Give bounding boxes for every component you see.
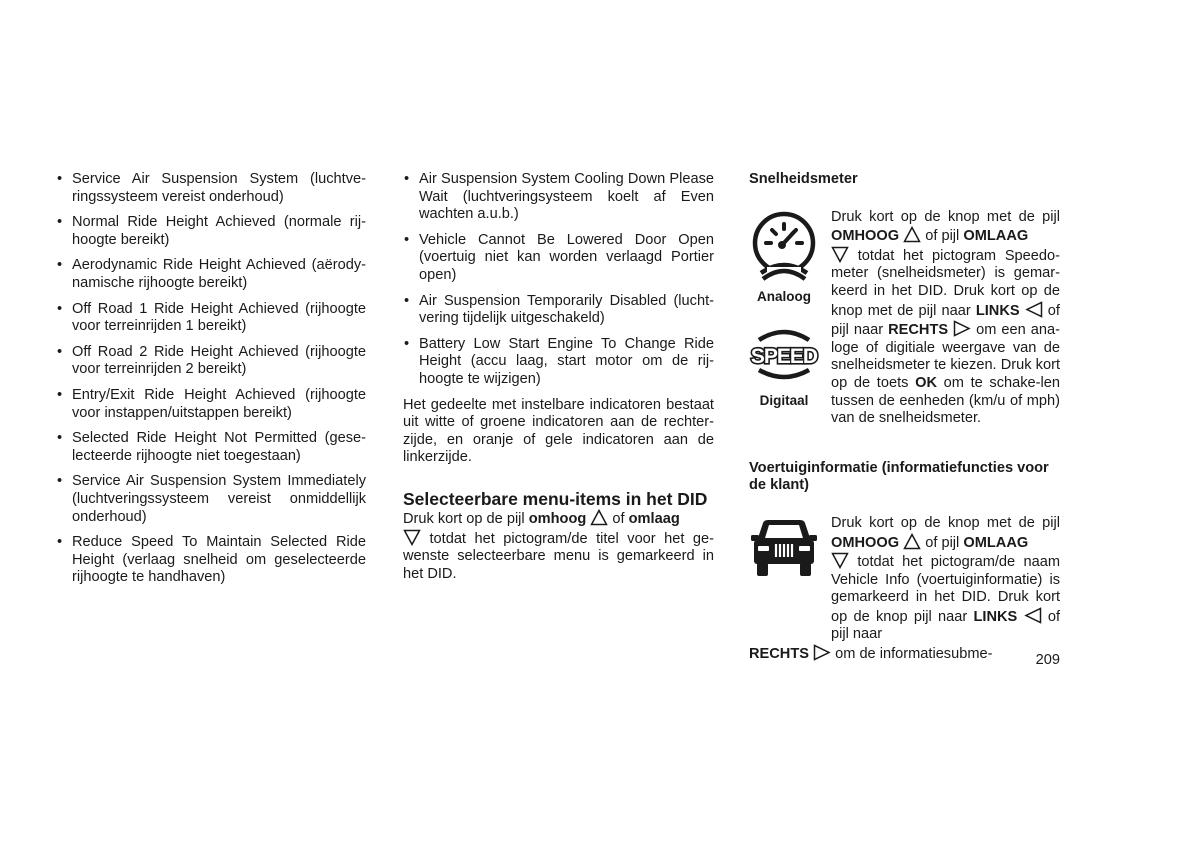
vehicle-icon (749, 517, 819, 584)
speedometer-text: Druk kort op de knop met de pijl OMHOOG of pijl OMLAAG totdat het pictogram Speedo-meter (snelheidsmeter) is gemar-keerd in het DID. Druk kort op de knop met de pijl naar LINKS of pijl naar RECHTS om een ana-loge of digitiale weergave van de snelheidsmeter te kiezen. Druk kort op de toets OK om te schake-len tussen de eenheden (km/u of mph) van de snelheidsmeter. (831, 208, 1060, 427)
speedometer-block (749, 209, 1060, 428)
arrow-down-icon (831, 552, 849, 569)
list-item: • Service Air Suspension System Immediately (luchtveringssysteem vereist onmiddellijk onderhoud) (56, 473, 366, 526)
column-middle (403, 171, 714, 583)
arrow-right-icon (953, 320, 971, 337)
arrow-up-icon (590, 509, 608, 526)
digital-icon-group (749, 326, 819, 410)
section-title: Selecteerbare menu-items in het DID (403, 488, 708, 509)
speedometer-digital-icon (749, 326, 819, 382)
indicator-paragraph: Het gedeelte met instelbare indicatoren bestaat uit witte of groene indicatoren aan de rechter-zijde, en oranje of gele indicatoren aan de linkerzijde. (403, 396, 714, 466)
vehicle-info-block (749, 515, 1060, 664)
list-item: • Normal Ride Height Achieved (normale rij-hoogte bereikt) (56, 214, 366, 249)
list-item: • Entry/Exit Ride Height Achieved (rijhoogte voor instappen/uitstappen bereikt) (56, 387, 366, 422)
list-item: • Vehicle Cannot Be Lowered Door Open (voertuig niet kan worden verlaagd Portier open) (403, 232, 714, 285)
vehicle-info-text: Druk kort op de knop met de pijl OMHOOG of pijl OMLAAG totdat het pictogram/de naam Vehicle Info (voertuiginformatie) is gemarkeerd in het DID. Druk kort op de knop pijl naar LINKS of pijl naar (831, 514, 1061, 643)
section-text: Druk kort op de pijl omhoog of omlaag totdat het pictogram/de titel voor het ge-wenste selecteerbare menu is gemarkeerd in het DID. (403, 510, 714, 582)
arrow-up-icon (903, 533, 921, 550)
vehicle-info-text-continued: RECHTS om de informatiesubme- (749, 646, 993, 663)
list-item: • Off Road 1 Ride Height Achieved (rijhoogte voor terreinrijden 1 bereikt) (56, 301, 366, 336)
arrow-left-icon (1025, 301, 1043, 318)
column-left (56, 171, 366, 595)
list-item: • Air Suspension Temporarily Disabled (lucht-vering tijdelijk uitgeschakeld) (403, 293, 714, 328)
list-item: • Air Suspension System Cooling Down Please Wait (luchtveringsysteem koelt af Even wachten a.u.b.) (403, 171, 714, 224)
list-item: • Reduce Speed To Maintain Selected Ride Height (verlaag snelheid om geselecteerde rijhoogte te handhaven) (56, 534, 366, 587)
arrow-down-icon (403, 529, 421, 546)
list-item: • Service Air Suspension System (luchtve-ringssysteem vereist onderhoud) (56, 171, 366, 206)
speedometer-heading: Snelheidsmeter (749, 171, 858, 187)
page-number: 209 (1035, 652, 1060, 668)
digital-label: Digitaal (759, 392, 809, 408)
list-item: • Off Road 2 Ride Height Achieved (rijhoogte voor terreinrijden 2 bereikt) (56, 344, 366, 379)
vehicle-icon-group (749, 517, 819, 584)
message-list-1 (56, 171, 366, 587)
arrow-right-icon (813, 644, 831, 661)
arrow-left-icon (1024, 607, 1042, 624)
analog-icon-group (749, 209, 819, 306)
vehicle-info-heading: Voertuiginformatie (informatiefuncties voor de klant) (749, 459, 1049, 494)
list-item: • Aerodynamic Ride Height Achieved (aërody-namische rijhoogte bereikt) (56, 257, 366, 292)
message-list-2 (403, 171, 714, 389)
arrow-down-icon (831, 246, 849, 263)
arrow-up-icon (903, 226, 921, 243)
speed-badge-text: SPEED (750, 344, 818, 368)
column-right (749, 171, 1060, 664)
list-item: • Selected Ride Height Not Permitted (gese-lecteerde rijhoogte niet toegestaan) (56, 430, 366, 465)
speedometer-analog-icon (749, 209, 819, 285)
list-item: • Battery Low Start Engine To Change Ride Height (accu laag, start motor om de rij-hoogte te wijzigen) (403, 336, 714, 389)
analog-label: Analoog (757, 288, 811, 304)
